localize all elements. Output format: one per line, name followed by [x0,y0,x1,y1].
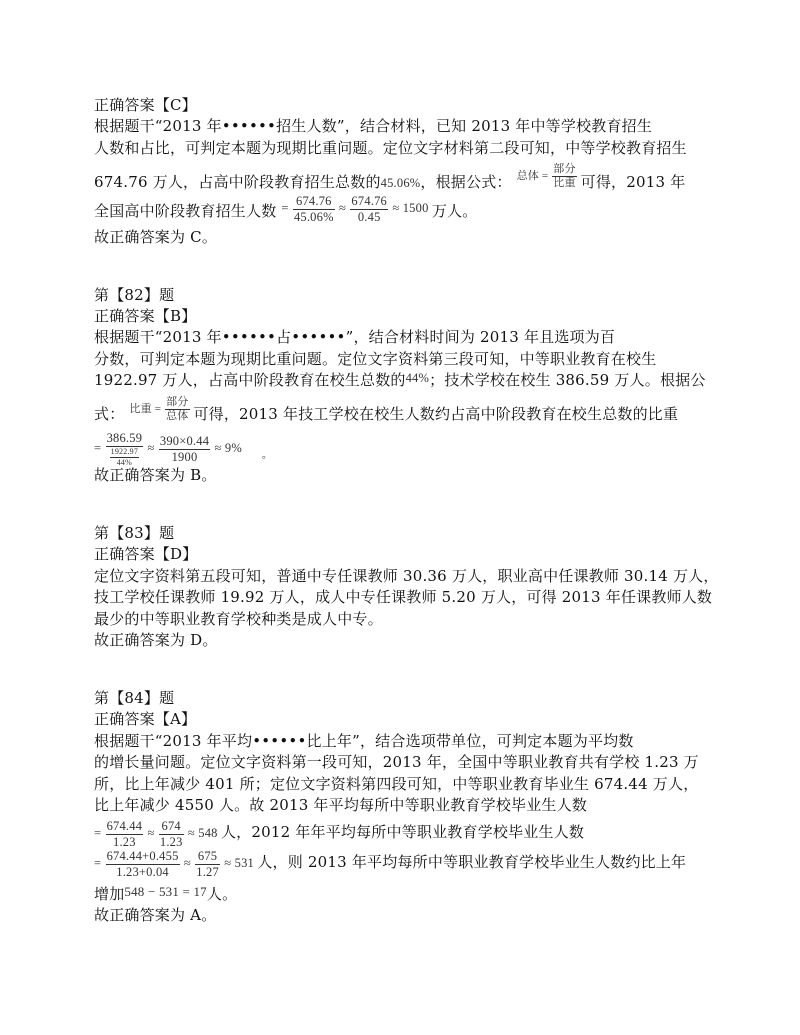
fraction-denominator: 1.27 [196,864,219,879]
formula-numerator: 部分 [553,163,576,175]
q82-calc-expression [94,431,242,467]
fraction-denominator: 45.06% [293,209,334,224]
q82-line-3b: ；技术学校在校生 386.59 万人。根据公 [429,371,706,389]
q83-line-3: 最少的中等职业教育学校种类是成人中专。 [94,610,383,628]
calc-nested-fraction [106,432,144,467]
q81-line-4 [94,194,478,227]
q84-title: 第【84】题 [94,689,175,707]
q81-line-3a: 674.76 万人，占高中阶段教育招生总数的 [94,173,381,192]
q84-calc-2 [94,849,257,879]
q83-answer: 正确答案【D】 [94,545,198,563]
approx-result: ≈ 531 [224,855,255,870]
calc-fraction-2 [350,195,388,223]
q83-line-1: 定位文字资料第五段可知，普通中专任课教师 30.36 万人，职业高中任课教师 30.14 万人， [94,567,719,585]
nested-fraction [110,448,139,467]
q84-line-4: 比上年减少 4550 人。故 2013 年平均每所中等职业教育学校毕业生人数 [94,796,588,814]
fraction-denominator: 1900 [171,449,198,464]
q82-line-2: 分数，可判定本题为现期比重问题。定位文字资料第三段可知，中等职业教育在校生 [94,350,657,368]
q82-line-1: 根据题干“2013 年••••••占••••••”，结合材料时间为 2013 年且选项为百 [94,328,616,346]
fraction-numerator: 386.59 [106,431,143,445]
fraction-numerator: 674.76 [351,194,387,208]
calc-fraction-1 [106,820,144,848]
q82-formula [129,396,193,422]
equals-sign: = [94,825,102,840]
q81-calculation [281,194,431,224]
q81-line-3c: 可得，2013 年 [580,173,686,192]
q84-last-math: 548 − 531 = 17 [124,884,207,899]
q83-title: 第【83】题 [94,524,175,542]
fraction-numerator: 674.44+0.455 [106,849,179,863]
fraction-numerator: 674 [159,820,184,835]
q84-last-a: 增加 [94,885,125,903]
fraction-numerator: 390×0.44 [159,434,210,449]
fraction-numerator: 674.44 [106,819,143,833]
q81-percent: 45.06% [380,176,421,191]
formula-denominator: 比重 [553,177,576,189]
fraction-denominator: 0.45 [357,209,381,224]
fraction-denominator: 1.23 [159,834,183,849]
q82-conclusion: 故正确答案为 B。 [94,466,217,484]
q84-line-2: 的增长量问题。定位文字资料第一段可知，2013 年，全国中等职业教育共有学校 1.23 万 [94,753,699,771]
q83-conclusion: 故正确答案为 D。 [94,631,218,649]
equals-sign: = [94,855,102,870]
approx-sign: ≈ [147,441,155,456]
approx-result: ≈ 548 [187,825,218,840]
equals-sign: = [94,441,102,456]
q84-equation-2-tail: 人，则 2013 年平均每所中等职业教育学校毕业生人数约比上年 [257,852,687,871]
q84-line-last [94,885,237,904]
q84-calc-1 [94,819,221,849]
q81-line-1: 根据题干“2013 年••••••招生人数”，结合材料，已知 2013 年中等学校教育招生 [94,117,653,135]
q84-conclusion: 故正确答案为 A。 [94,906,217,924]
q82-title: 第【82】题 [94,286,175,304]
q81-conclusion: 故正确答案为 C。 [94,228,218,246]
nested-numerator: 1922.97 [110,446,139,456]
q84-line-3: 所，比上年减少 401 所；定位文字资料第四段可知，中等职业教育毕业生 674.44 万人， [94,775,699,793]
approx-sign: ≈ [339,200,347,215]
formula-lhs: 比重 = [129,403,162,416]
fraction-numerator: 675 [195,850,220,865]
formula-fraction [552,164,576,189]
calc-fraction-2 [159,435,210,463]
formula-lhs: 总体 = [516,170,549,183]
q82-answer: 正确答案【B】 [94,307,197,325]
q82-line-4a: 式： [94,405,125,424]
q82-percent: 44% [405,371,430,385]
q82-line-4 [94,396,679,429]
calc-fraction-1 [293,195,335,223]
nested-denominator: 44% [116,457,132,467]
q82-line-3 [94,371,706,390]
q84-line-1: 根据题干“2013 年平均••••••比上年”，结合选项带单位，可判定本题为平均数 [94,732,634,750]
formula-denominator: 总体 [166,410,189,422]
q81-line-4b: 万人。 [431,201,478,220]
q84-equation-1-tail: 人，2012 年年平均每所中等职业教育学校毕业生人数 [220,822,585,841]
q84-answer: 正确答案【A】 [94,710,197,728]
calc-fraction-2 [159,820,184,848]
q82-line-3a: 1922.97 万人，占高中阶段教育在校生总数的 [94,371,406,389]
fraction-numerator: 674.76 [293,195,335,210]
approx-sign: ≈ [183,855,191,870]
q82-calculation [94,432,242,467]
approx-result: ≈ 9% [214,441,242,456]
q81-line-3b: ，根据公式： [420,173,512,192]
approx-result: ≈ 1500 [392,200,429,215]
q84-last-b: 人。 [206,885,238,903]
fraction-denominator [106,447,144,467]
q81-line-3 [94,163,686,197]
q82-line-4b: 可得，2013 年技工学校在校生人数约占高中阶段教育在校生总数的比重 [193,405,679,424]
q84-equation-1 [94,820,584,848]
formula-fraction [165,397,189,422]
q81-line-2: 人数和占比，可判定本题为现期比重问题。定位文字材料第二段可知，中等学校教育招生 [94,139,687,157]
q82-period: 。 [262,450,272,461]
calc-fraction-1 [106,850,180,878]
equals-sign: = [281,200,289,215]
q81-formula [516,163,581,189]
fraction-denominator: 1.23 [113,834,136,849]
calc-fraction-2 [195,850,220,878]
q81-line-4a: 全国高中阶段教育招生人数 [94,201,277,220]
q83-line-2: 技工学校任课教师 19.92 万人，成人中专任课教师 5.20 万人，可得 2013 年任课教师人数 [94,588,713,606]
formula-numerator: 部分 [166,396,189,408]
q81-answer: 正确答案【C】 [94,96,197,114]
q84-equation-2 [94,850,686,878]
approx-sign: ≈ [147,825,155,840]
fraction-denominator: 1.23+0.04 [116,864,169,879]
